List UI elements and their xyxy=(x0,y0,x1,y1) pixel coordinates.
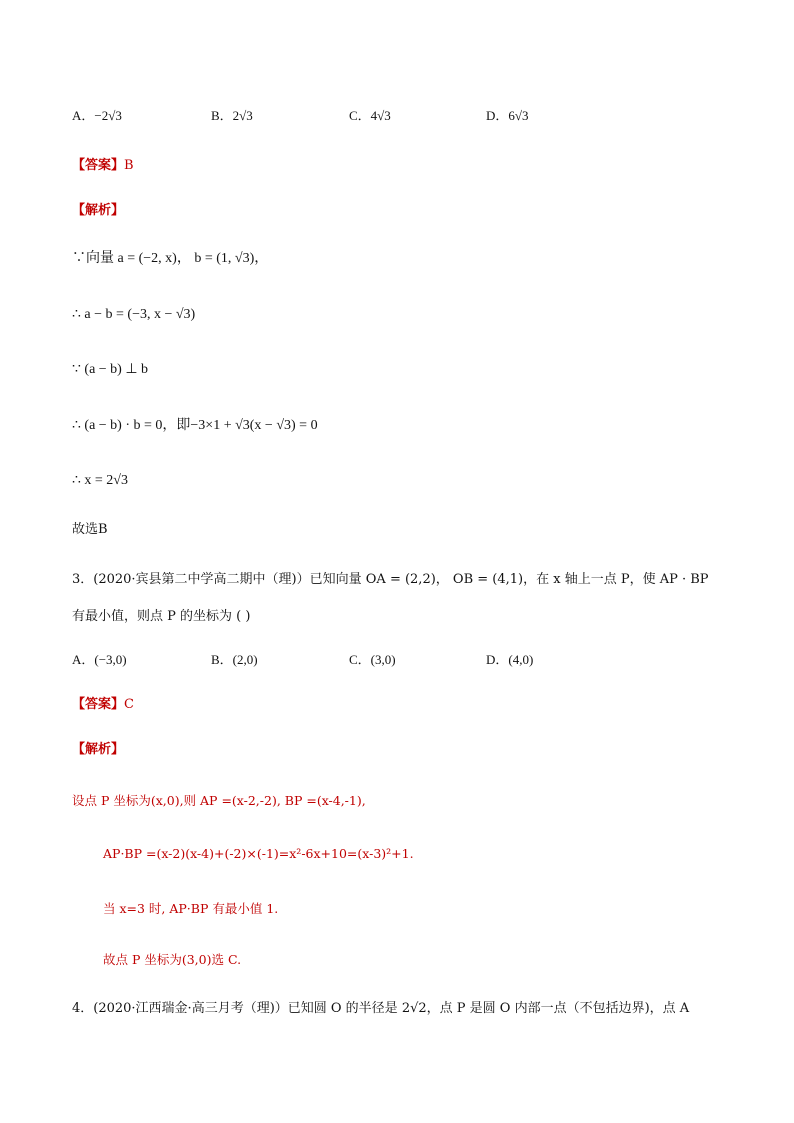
option-d: D．6√3 xyxy=(486,108,529,123)
analysis-label: 【解析】 xyxy=(72,203,125,218)
answer-label: 【答案】 xyxy=(72,158,125,173)
question-3-stem: 3．(2020·宾县第二中学高二期中（理)）已知向量 OA = (2,2)， OB = (4,1)，在 x 轴上一点 P，使 AP · BP xyxy=(72,572,709,587)
q3-solution-step-4: 故点 P 坐标为(3,0)选 C. xyxy=(103,952,242,967)
conclusion: 故选B xyxy=(72,522,108,537)
answer-value: B xyxy=(124,158,134,173)
option-a: A．−2√3 xyxy=(72,108,122,123)
solution-step-1: ∵向量 a = (−2, x)， b = (1, √3)， xyxy=(72,251,269,266)
q3-solution-step-1: 设点 P 坐标为(x,0),则 AP =(x-2,-2), BP =(x-4,-1), xyxy=(72,793,366,808)
option-c: C．4√3 xyxy=(349,108,391,123)
question-4-stem: 4．(2020·江西瑞金·高三月考（理)）已知圆 O 的半径是 2√2，点 P 是圆 O 内部一点（不包括边界)，点 A xyxy=(72,1001,690,1016)
q3-analysis-label: 【解析】 xyxy=(72,742,125,757)
q3-solution-step-2: AP·BP =(x-2)(x-4)+(-2)×(-1)=x²-6x+10=(x-3)²+1. xyxy=(103,846,414,861)
q3-option-c: C．(3,0) xyxy=(349,652,396,667)
solution-step-4: ∴ (a − b) · b = 0，即−3×1 + √3(x − √3) = 0 xyxy=(72,418,318,433)
solution-step-5: ∴ x = 2√3 xyxy=(72,473,128,488)
q3-answer-label: 【答案】 xyxy=(72,697,125,712)
q3-option-d: D．(4,0) xyxy=(486,652,534,667)
q3-answer-row xyxy=(72,696,134,714)
q3-option-a: A．(−3,0) xyxy=(72,652,127,667)
answer-row xyxy=(72,157,134,175)
option-b: B．2√3 xyxy=(211,108,253,123)
q3-answer-value: C xyxy=(124,697,134,712)
q3-option-b: B．(2,0) xyxy=(211,652,258,667)
question-3-stem-cont: 有最小值，则点 P 的坐标为 ( ) xyxy=(72,609,251,624)
solution-step-3: ∵ (a − b) ⊥ b xyxy=(72,362,149,377)
solution-step-2: ∴ a − b = (−3, x − √3) xyxy=(72,307,196,322)
q3-solution-step-3: 当 x=3 时, AP·BP 有最小值 1. xyxy=(103,901,279,916)
